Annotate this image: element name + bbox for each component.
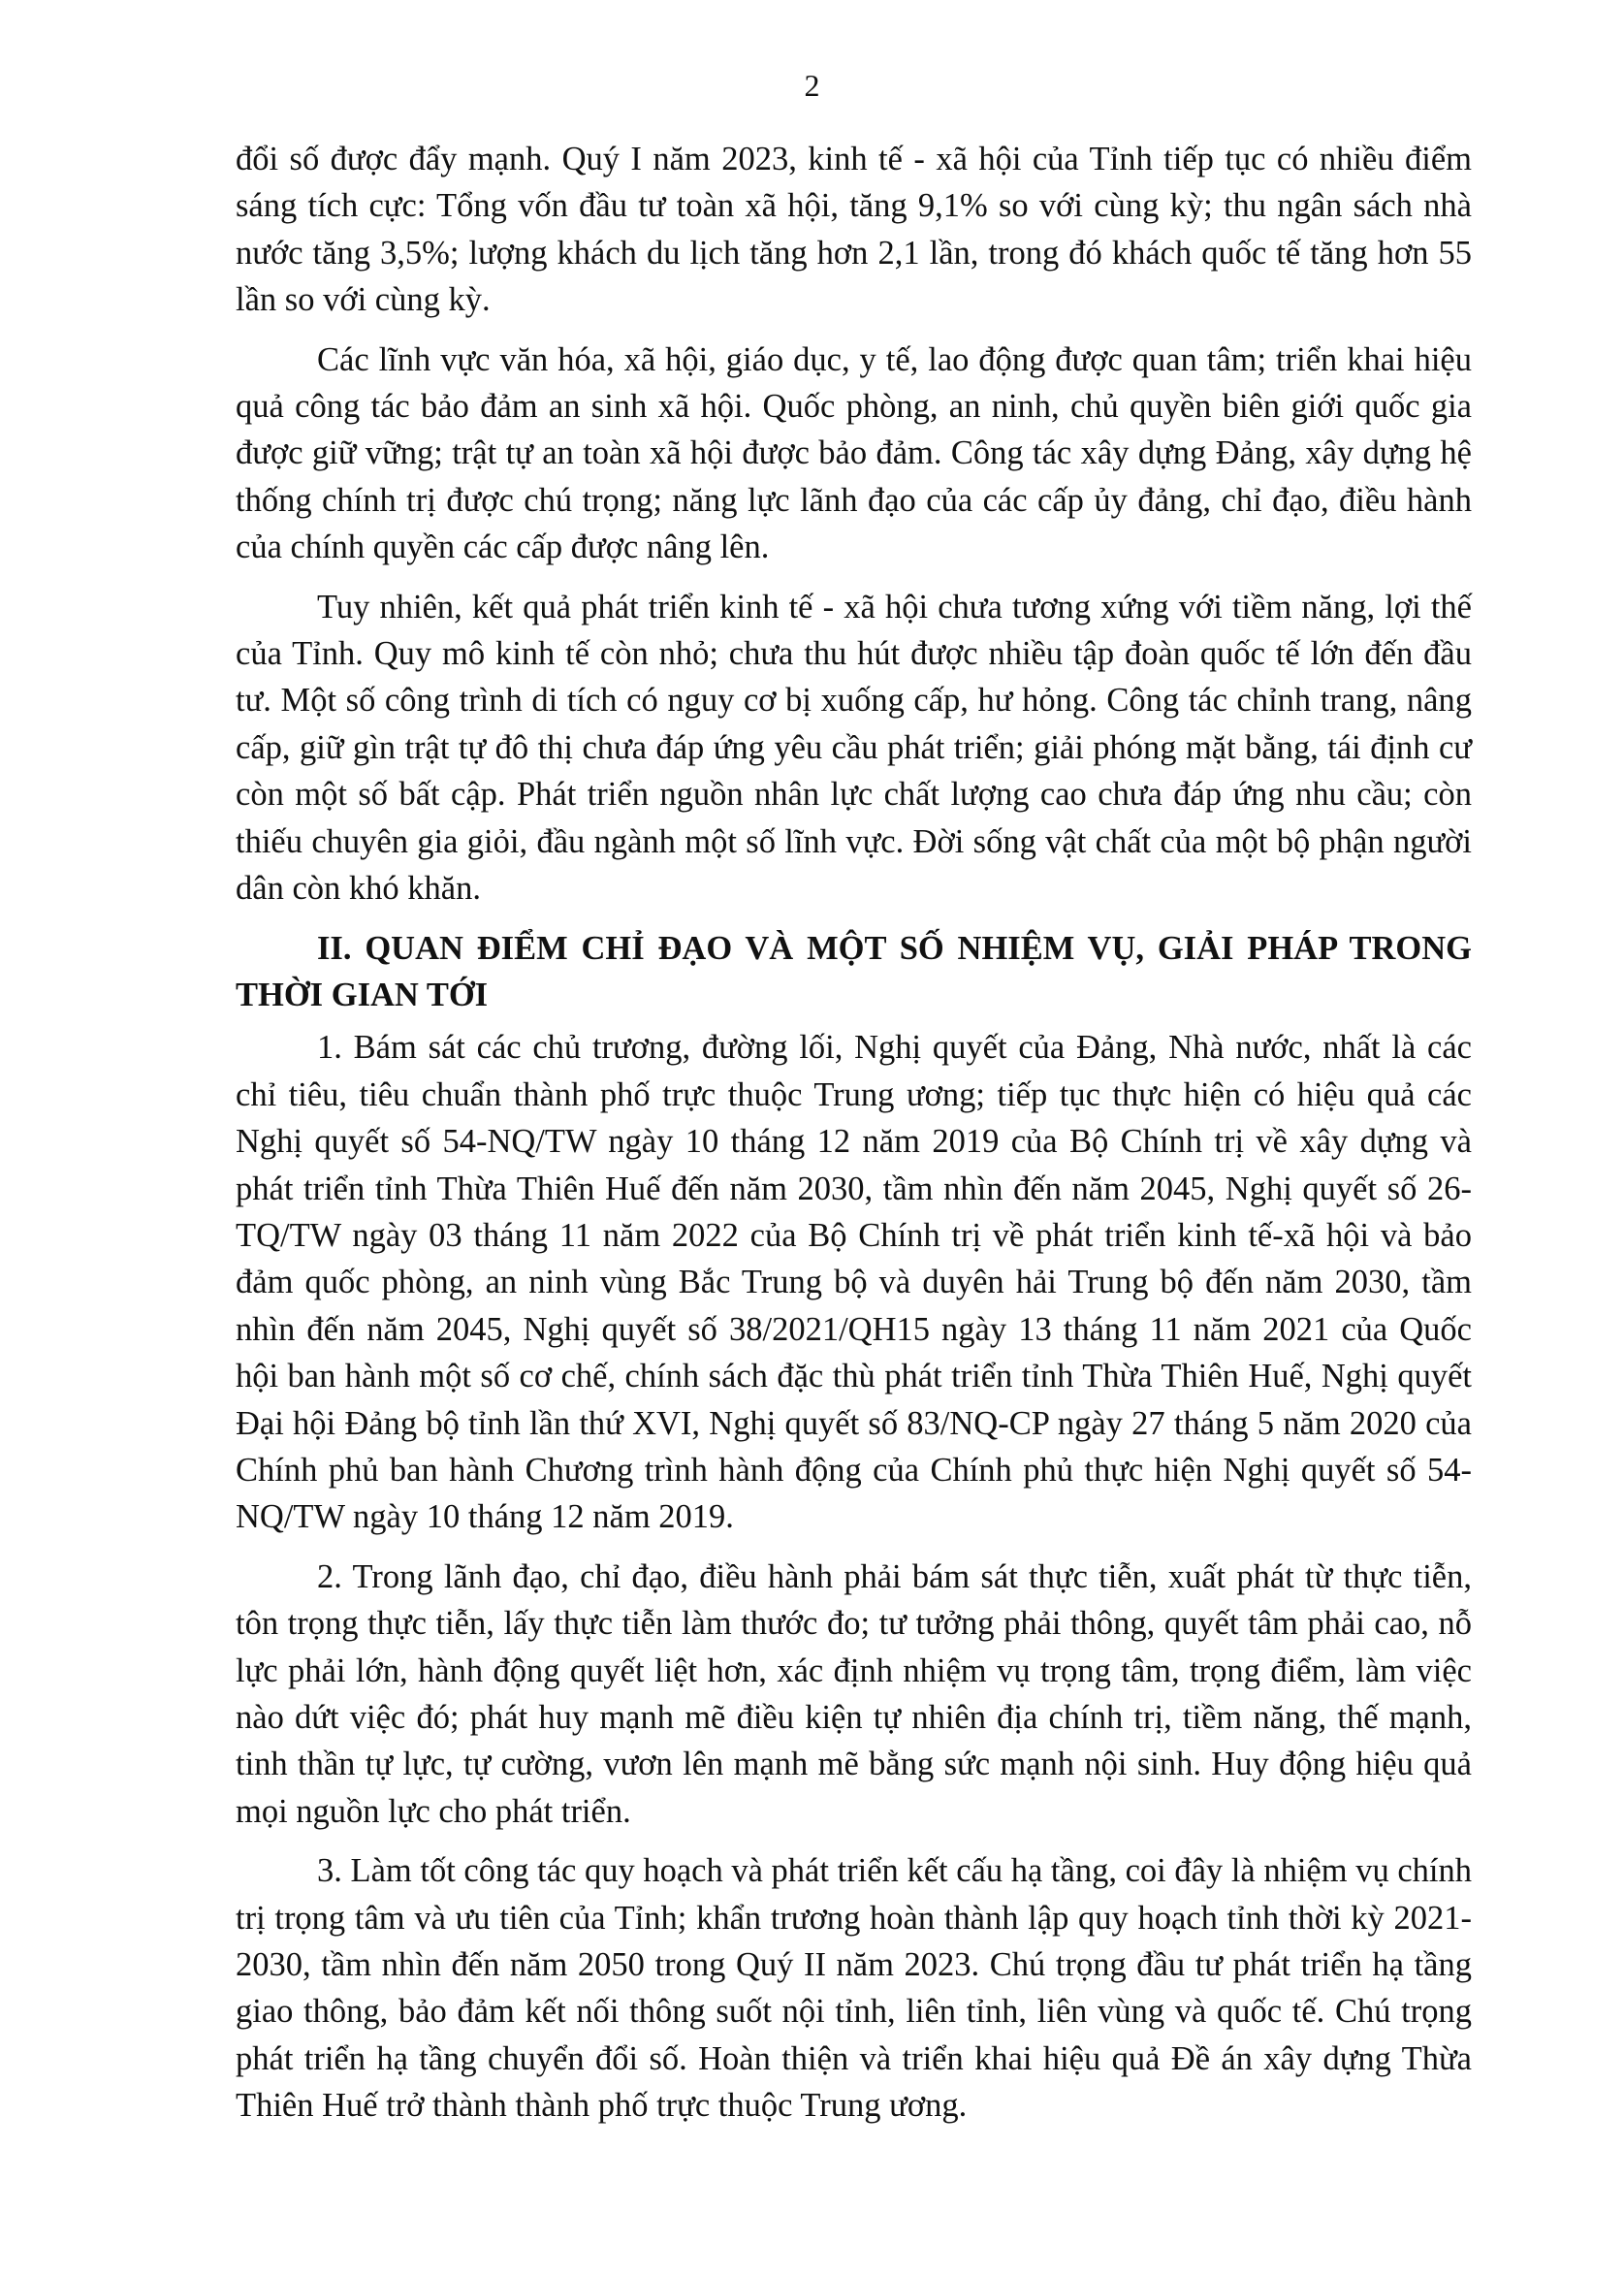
list-item-2: 2. Trong lãnh đạo, chỉ đạo, điều hành phải bám sát thực tiễn, xuất phát từ thực tiễn, tôn trọng thực tiễn, lấy thực tiễn làm thước đo; tư tưởng phải thông, quyết tâm phải cao, nỗ lực phải lớn, hành động quyết liệt hơn, xác định nhiệm vụ trọng tâm, trọng điểm, làm việc nào dứt việc đó; phát huy mạnh mẽ điều kiện tự nhiên địa chính trị, tiềm năng, thế mạnh, tinh thần tự lực, tự cường, vươn lên mạnh mẽ bằng sức mạnh nội sinh. Huy động hiệu quả mọi nguồn lực cho phát triển.	[236, 1557, 1472, 1830]
paragraph-situation: Các lĩnh vực văn hóa, xã hội, giáo dục, y tế, lao động được quan tâm; triển khai hiệu quả công tác bảo đảm an sinh xã hội. Quốc phòng, an ninh, chủ quyền biên giới quốc gia được giữ vững; trật tự an toàn xã hội được bảo đảm. Công tác xây dựng Đảng, xây dựng hệ thống chính trị được chú trọng; năng lực lãnh đạo của các cấp ủy đảng, chỉ đạo, điều hành của chính quyền các cấp được nâng lên.	[236, 340, 1472, 566]
list-item-3: 3. Làm tốt công tác quy hoạch và phát triển kết cấu hạ tầng, coi đây là nhiệm vụ chính trị trọng tâm và ưu tiên của Tỉnh; khẩn trương hoàn thành lập quy hoạch tỉnh thời kỳ 2021-2030, tầm nhìn đến năm 2050 trong Quý II năm 2023. Chú trọng đầu tư phát triển hạ tầng giao thông, bảo đảm kết nối thông suốt nội tỉnh, liên tỉnh, liên vùng và quốc tế. Chú trọng phát triển hạ tầng chuyển đổi số. Hoàn thiện và triển khai hiệu quả Đề án xây dựng Thừa Thiên Huế trở thành thành phố trực thuộc Trung ương.	[236, 1852, 1472, 2125]
paragraph-continuation: đổi số được đẩy mạnh. Quý I năm 2023, kinh tế - xã hội của Tỉnh tiếp tục có nhiều điểm sáng tích cực: Tổng vốn đầu tư toàn xã hội, tăng 9,1% so với cùng kỳ; thu ngân sách nhà nước tăng 3,5%; lượng khách du lịch tăng hơn 2,1 lần, trong đó khách quốc tế tăng hơn 55 lần so với cùng kỳ.	[236, 141, 1472, 319]
section-heading: II. QUAN ĐIỂM CHỈ ĐẠO VÀ MỘT SỐ NHIỆM VỤ, GIẢI PHÁP TRONG THỜI GIAN TỚI	[236, 929, 1472, 1013]
paragraph-limitations: Tuy nhiên, kết quả phát triển kinh tế - xã hội chưa tương xứng với tiềm năng, lợi thế của Tỉnh. Quy mô kinh tế còn nhỏ; chưa thu hút được nhiều tập đoàn quốc tế lớn đến đầu tư. Một số công trình di tích có nguy cơ bị xuống cấp, hư hỏng. Công tác chỉnh trang, nâng cấp, giữ gìn trật tự đô thị chưa đáp ứng yêu cầu phát triển; giải phóng mặt bằng, tái định cư còn một số bất cập. Phát triển nguồn nhân lực chất lượng cao chưa đáp ứng nhu cầu; còn thiếu chuyên gia giỏi, đầu ngành một số lĩnh vực. Đời sống vật chất của một bộ phận người dân còn khó khăn.	[236, 588, 1472, 908]
document-body	[236, 136, 1472, 2142]
list-item-1: 1. Bám sát các chủ trương, đường lối, Nghị quyết của Đảng, Nhà nước, nhất là các chỉ tiêu, tiêu chuẩn thành phố trực thuộc Trung ương; tiếp tục thực hiện có hiệu quả các Nghị quyết số 54-NQ/TW ngày 10 tháng 12 năm 2019 của Bộ Chính trị về xây dựng và phát triển tỉnh Thừa Thiên Huế đến năm 2030, tầm nhìn đến năm 2045, Nghị quyết số 26-TQ/TW ngày 03 tháng 11 năm 2022 của Bộ Chính trị về phát triển kinh tế-xã hội và bảo đảm quốc phòng, an ninh vùng Bắc Trung bộ và duyên hải Trung bộ đến năm 2030, tầm nhìn đến năm 2045, Nghị quyết số 38/2021/QH15 ngày 13 tháng 11 năm 2021 của Quốc hội ban hành một số cơ chế, chính sách đặc thù phát triển tỉnh Thừa Thiên Huế, Nghị quyết Đại hội Đảng bộ tỉnh lần thứ XVI, Nghị quyết số 83/NQ-CP ngày 27 tháng 5 năm 2020 của Chính phủ ban hành Chương trình hành động của Chính phủ thực hiện Nghị quyết số 54-NQ/TW ngày 10 tháng 12 năm 2019.	[236, 1029, 1472, 1536]
page-number: 2	[804, 68, 820, 103]
